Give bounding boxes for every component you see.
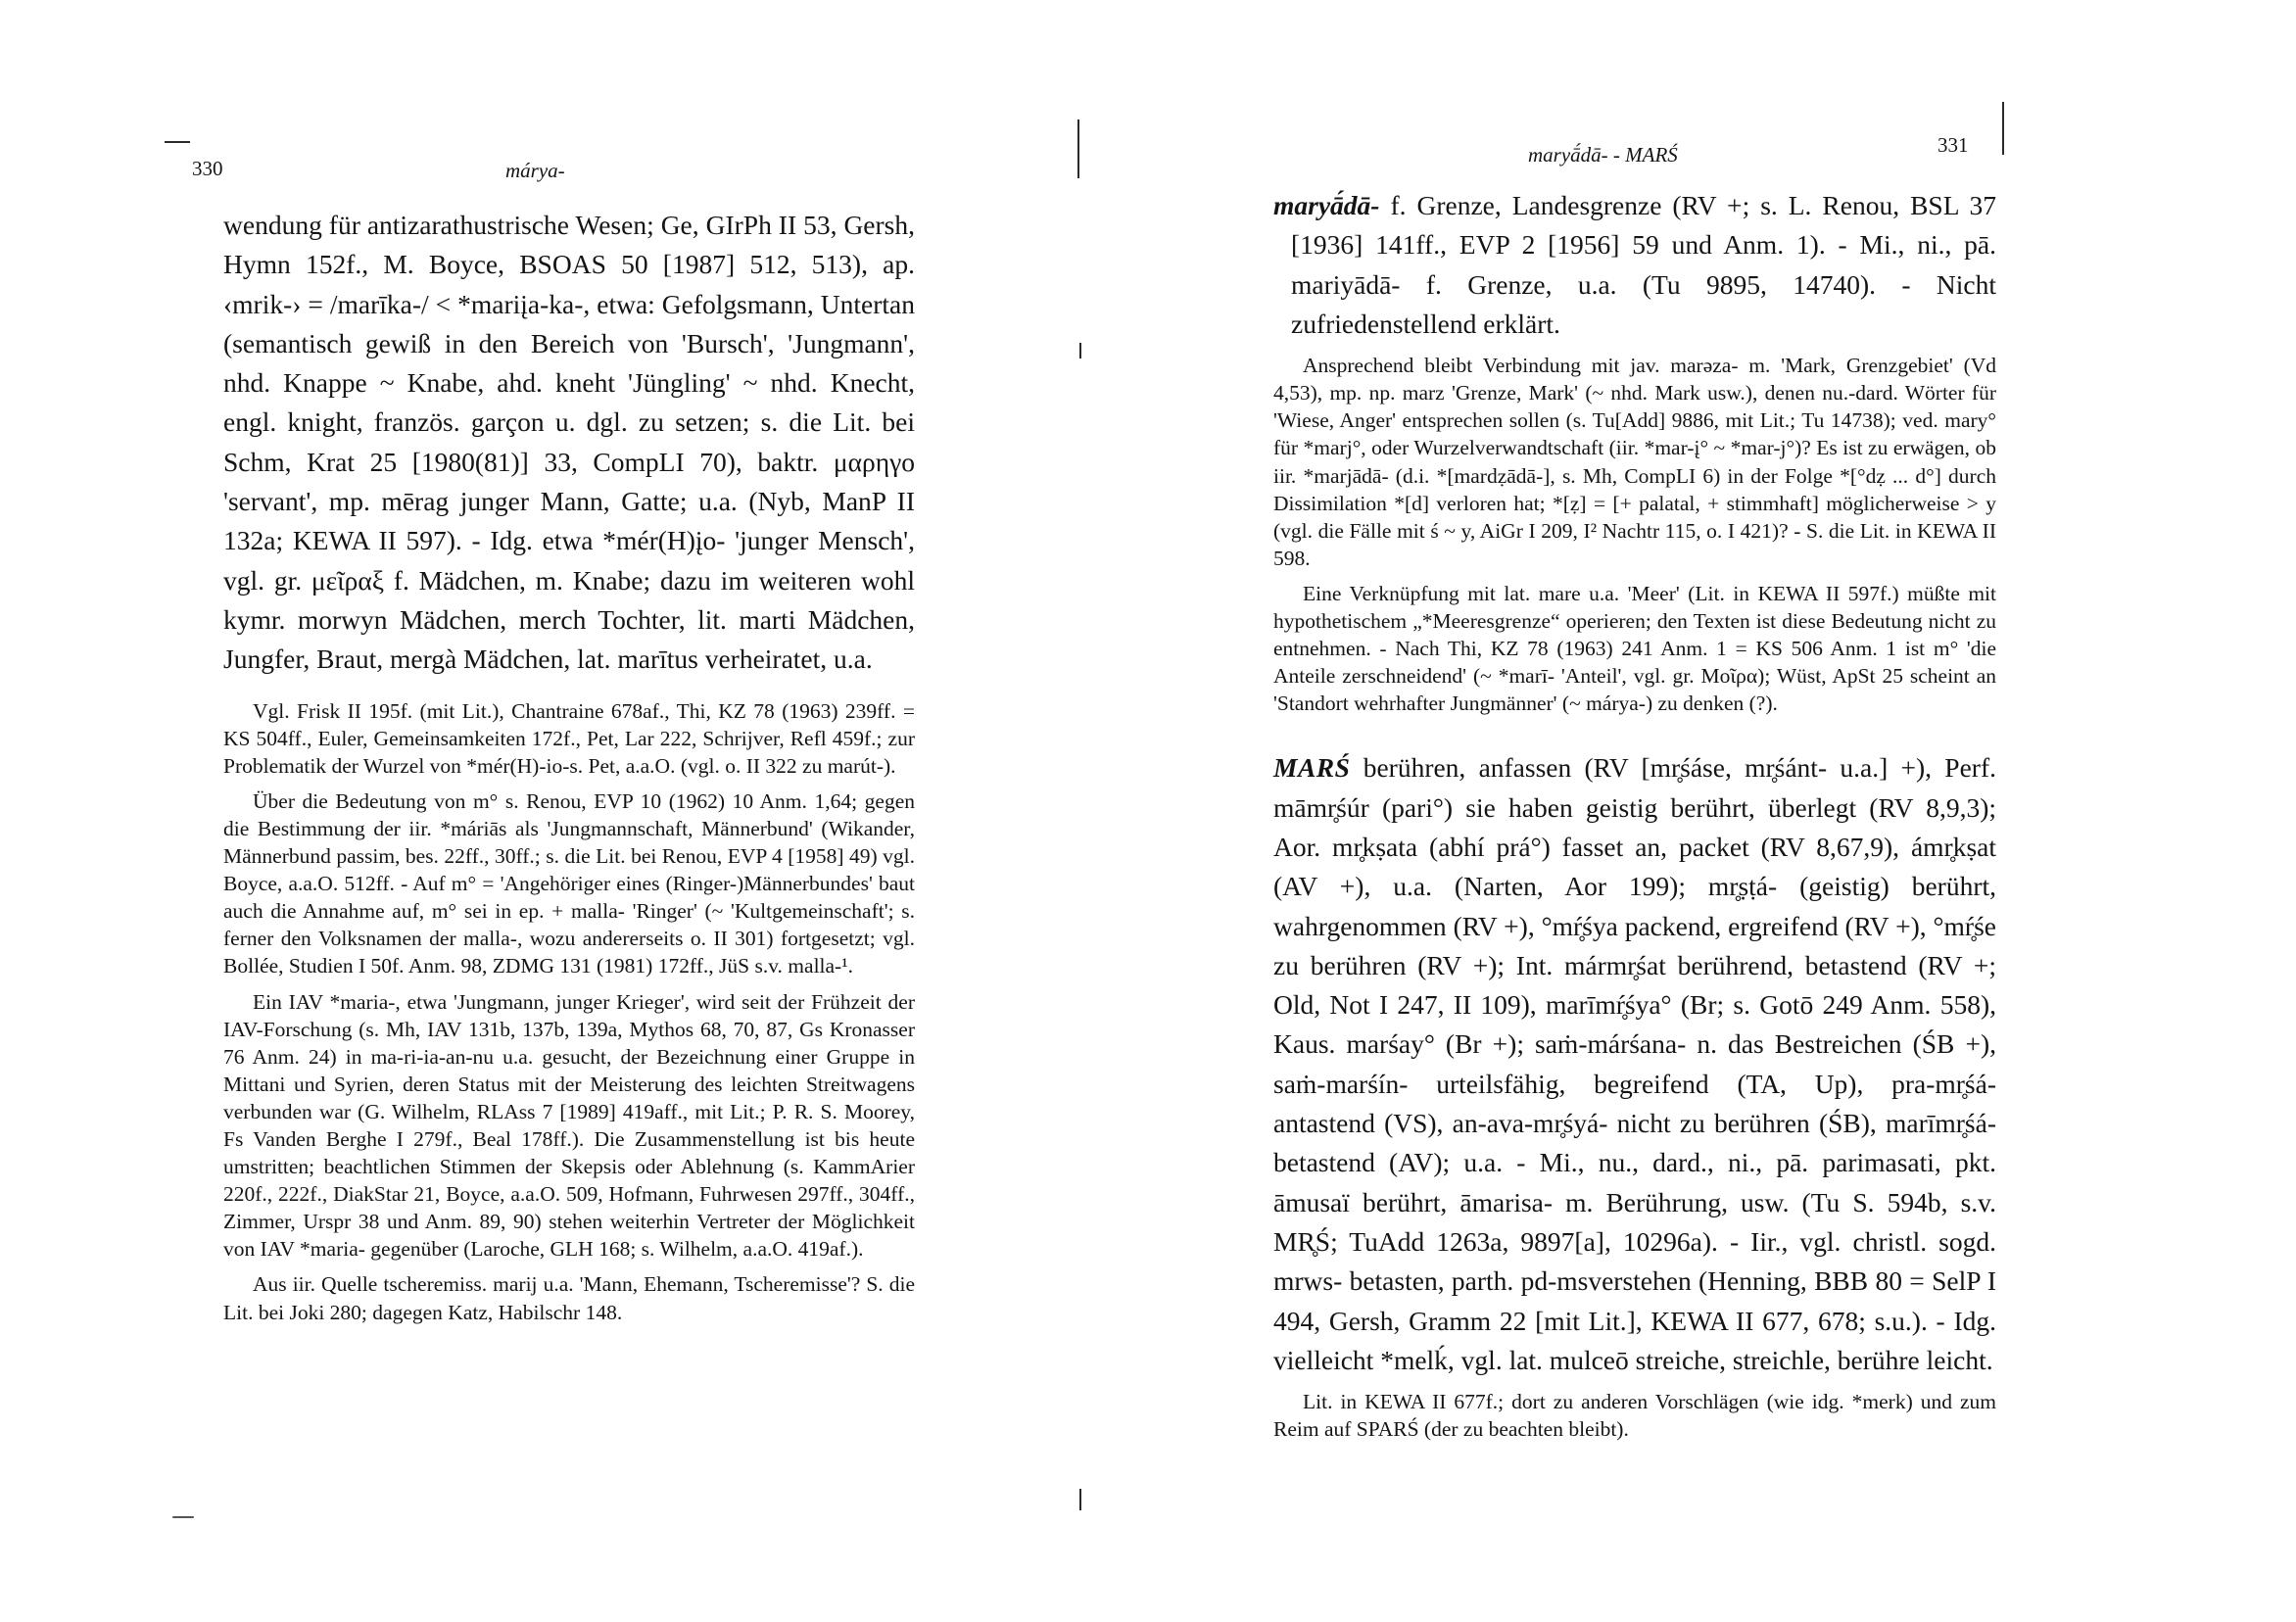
note-paragraph: Ansprechend bleibt Verbindung mit jav. marəza- m. 'Mark, Grenzgebiet' (Vd 4,53), mp. np. marz 'Grenze, Mark' (~ nhd. Mark usw.), denen nu.-dard. Wörter für 'Wiese, Anger' entsprechen sollen (s. Tu[Add] 9886, mit Lit.; Tu 14738); ved. mary° für *marj°, oder Wurzelverwandtschaft (iir. *mar-į° ~ *mar-j°)? Es ist zu erwägen, ob iir. *marjādā- (d.i. *[mardẓādā-], s. Mh, CompLI 6) in der Folge *[°dẓ ... d°] durch Dissimilation *[d] verloren hat; *[ẓ] = [+ palatal, + stimmhaft] möglicherweise > y (vgl. die Fälle mit ś ~ y, AiGr I 209, I² Nachtr 115, o. I 421)? - S. die Lit. in KEWA II 598. — [1273, 354, 1996, 570]
note-paragraph: Lit. in KEWA II 677f.; dort zu anderen Vorschlägen (wie idg. *merk) und zum Reim auf SPARŚ (der zu beachten bleibt). — [1273, 1390, 1996, 1442]
gutter-mark — [1079, 1489, 1081, 1510]
right-page — [1148, 0, 2296, 1622]
dictionary-entry — [1273, 748, 1996, 1380]
gutter-mark — [1079, 343, 1081, 358]
note-paragraph: Eine Verknüpfung mit lat. mare u.a. 'Meer' (Lit. in KEWA II 597f.) müßte mit hypothetischem „*Meeresgrenze“ operieren; den Texten ist diese Bedeutung nicht zu entnehmen. - Nach Thi, KZ 78 (1963) 241 Anm. 1 = KS 506 Anm. 1 ist m° 'die Anteile zerschneidend' (~ *marī- 'Anteil', vgl. gr. Μοῖρα); Wüst, ApSt 25 scheint an 'Standort wehrhafter Jungmänner' (~ márya-) zu denken (?). — [1273, 581, 1996, 716]
entry-body: berühren, anfassen (RV [mr̥śáse, mr̥śánt- u.a.] +), Perf. māmr̥śúr (pari°) sie haben geistig berührt, überlegt (RV 8,9,3); Aor. mr̥kṣata (abhí prá°) fasset an, packet (RV 8,67,9), ámr̥kṣat (AV +), u.a. (Narten, Aor 199); mr̥ṣṭá- (geistig) berührt, wahrgenommen (RV +), °mŕ̥śya packend, ergreifend (RV +), °mŕ̥śe zu berühren (RV +); Int. mármr̥śat berührend, betastend (RV +; Old, Not I 247, II 109), marīmŕ̥śya° (Br; s. Gotō 249 Anm. 558), Kaus. marśay° (Br +); saṁ-márśana- n. das Bestreichen (ŚB +), saṁ-marśín- urteilsfähig, begreifend (TA, Up), pra-mr̥śá- antastend (VS), an-ava-mr̥śyá- nicht zu berühren (ŚB), marīmr̥śá- betastend (AV); u.a. - Mi., nu., dard., ni., pā. parimasati, pkt. āmusaï berührt, āmarisa- m. Berührung, usw. (Tu S. 594b, s.v. MR̥Ś; TuAdd 1263a, 9897[a], 10296a). - Iir., vgl. christl. sogd. mrws- betasten, parth. pd-msverstehen (Henning, BBB 80 = SelP I 494, Gersh, Gramm 22 [mit Lit.], KEWA II 677, 678; s.u.). - Idg. vielleicht *melḱ, vgl. lat. mulceō streiche, streichle, berühre leicht. — [1273, 752, 1996, 1375]
gutter-mark — [1077, 119, 1079, 178]
left-text-column — [223, 206, 915, 1334]
page-number: 331 — [1937, 133, 1969, 157]
headword: maryā́dā- — [1273, 190, 1380, 220]
entry-continuation: wendung für antizarathustrische Wesen; Ge, GIrPh II 53, Gersh, Hymn 152f., M. Boyce, BSOAS 50 [1987] 512, 513), ap. ‹mrik-› = /marīka-/ < *mariįa-ka-, etwa: Gefolgsmann, Untertan (semantisch gewiß in den Bereich von 'Bursch', 'Jungmann', nhd. Knappe ~ Knabe, ahd. kneht 'Jüngling' ~ nhd. Knecht, engl. knight, französ. garçon u. dgl. zu setzen; s. die Lit. bei Schm, Krat 25 [1980(81)] 33, CompLI 70), baktr. μαρηγο 'servant', mp. mērag junger Mann, Gatte; u.a. (Nyb, ManP II 132a; KEWA II 597). - Idg. etwa *mér(H)įo- 'junger Mensch', vgl. gr. μεῖραξ f. Mädchen, m. Knabe; dazu im weiteren wohl kymr. morwyn Mädchen, merch Tochter, lit. marti Mädchen, Jungfer, Braut, mergà Mädchen, lat. marītus verheiratet, u.a. — [223, 210, 915, 675]
margin-tick — [2002, 102, 2004, 155]
running-head: márya- — [505, 159, 565, 182]
note-paragraph: Ein IAV *maria-, etwa 'Jungmann, junger Krieger', wird seit der Frühzeit der IAV-Forschung (s. Mh, IAV 131b, 137b, 139a, Mythos 68, 70, 87, Gs Kronasser 76 Anm. 24) in ma-ri-ia-an-nu u.a. gesucht, der Bezeichnung einer Gruppe in Mittani und Syrien, deren Status mit der Meisterung des leichten Streitwagens verbunden war (G. Wilhelm, RLAss 7 [1989] 419aff., mit Lit.; P. R. S. Moorey, Fs Vanden Berghe I 279f., Beal 178ff.). Die Zusammenstellung ist bis heute umstritten; beachtlichen Stimmen der Skepsis oder Ablehnung (s. KammArier 220f., 222f., DiakStar 21, Boyce, a.a.O. 509, Hofmann, Fuhrwesen 297ff., 304ff., Zimmer, Urspr 38 und Anm. 89, 90) stehen weiterhin Vertreter der Möglichkeit von IAV *maria- gegenüber (Laroche, GLH 168; s. Wilhelm, a.a.O. 419af.). — [223, 989, 915, 1262]
note-paragraph: Aus iir. Quelle tscheremiss. marij u.a. 'Mann, Ehemann, Tscheremisse'? S. die Lit. bei Joki 280; dagegen Katz, Habilschr 148. — [223, 1272, 915, 1324]
entry-separator — [1273, 725, 1996, 748]
note-paragraph: Über die Bedeutung von m° s. Renou, EVP 10 (1962) 10 Anm. 1,64; gegen die Bestimmung der iir. *máriās als 'Jungmannschaft, Männerbund' (Wikander, Männerbund passim, bes. 22ff., 30ff.; s. die Lit. bei Renou, EVP 4 [1958] 49) vgl. Boyce, a.a.O. 512ff. - Auf m° = 'Angehöriger eines (Ringer-)Männerbundes' baut auch die Annahme auf, m° sei in ep. + malla- 'Ringer' (~ 'Kultgemeinschaft'; s. ferner den Volksnamen der malla-, wozu andererseits o. II 301) fortgesetzt; vgl. Bollée, Studien I 50f. Anm. 98, ZDMG 131 (1981) 172ff., JüS s.v. malla-¹. — [223, 788, 915, 978]
margin-tick — [165, 141, 190, 143]
page-number: 330 — [192, 157, 223, 180]
dictionary-entry — [1273, 186, 1996, 344]
right-text-column — [1273, 186, 1996, 1451]
note-paragraph: Vgl. Frisk II 195f. (mit Lit.), Chantraine 678af., Thi, KZ 78 (1963) 239ff. = KS 504ff., Euler, Gemeinsamkeiten 172f., Pet, Lar 222, Schrijver, Refl 459f.; zur Problematik der Wurzel von *mér(H)-io-s. Pet, a.a.O. (vgl. o. II 322 zu marút-). — [223, 698, 915, 778]
running-head: maryā́dā- - MARŚ — [1528, 143, 1678, 167]
root-headword: MARŚ — [1273, 752, 1351, 784]
scan-speck — [172, 1516, 194, 1518]
entry-body: f. Grenze, Landesgrenze (RV +; s. L. Renou, BSL 37 [1936] 141ff., EVP 2 [1956] 59 und Anm. 1). - Mi., ni., pā. mariyādā- f. Grenze, u.a. (Tu 9895, 14740). - Nicht zufriedenstellend erklärt. — [1291, 190, 1996, 339]
